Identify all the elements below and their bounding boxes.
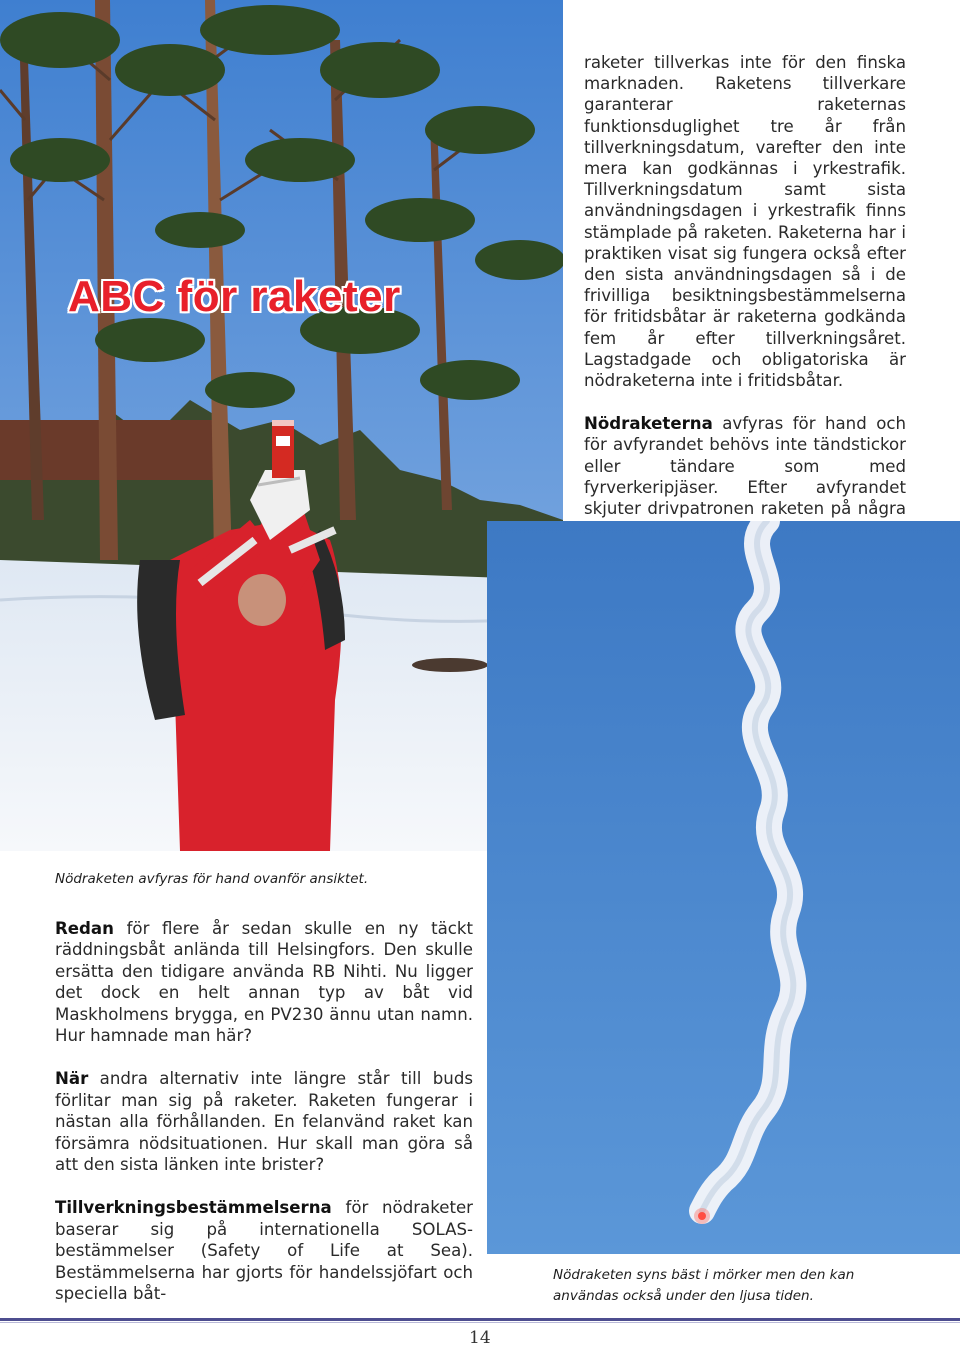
lead-word-tillverkningsbestammelserna: Tillverkningsbestämmelserna bbox=[55, 1198, 332, 1218]
left-column-text bbox=[55, 918, 473, 1327]
paragraph-alternatives-text: andra alternativ inte längre står till buds förlitar man sig på raketer. Raketen fungerar i nästan alla förhållanden. En felanvänd raket kan försämra nödsituationen. Hur skall man göra så att den sista länken inte brister? bbox=[55, 1069, 473, 1175]
lead-word-nodraketerna: Nödraketerna bbox=[584, 414, 713, 434]
smoke-trail-illustration bbox=[487, 521, 960, 1254]
flare-launch-illustration bbox=[0, 0, 563, 851]
paragraph-regulations bbox=[55, 1197, 473, 1304]
paragraph-rescue-boat bbox=[55, 918, 473, 1046]
page-number: 14 bbox=[469, 1328, 491, 1348]
photo-title: ABC för raketer bbox=[68, 272, 401, 321]
caption-smoke-trail: Nödraketen syns bäst i mörker men den kan användas också under den ljusa tiden. bbox=[553, 1267, 855, 1304]
footer-rule-line bbox=[0, 1318, 960, 1321]
paragraph-manufacturing: raketer tillverkas inte för den finska marknaden. Raketens tillverkare garanterar raketernas funktionsduglighet tre år från tillverkningsdatum, varefter den inte mera kan godkännas i yrkestrafik. Tillverkningsdatum samt sista användningsdagen i yrkestrafik finns stämplade på raketen. Raketerna har i praktiken visat sig fungera också efter den sista användningsdagen så i de frivilliga besiktningsbestämmelserna för fritidsbåtar är raketerna godkända fem år efter tillverkningsåret. Lagstadgade och obligatoriska är nödraketerna inte i fritidsbåtar. bbox=[584, 53, 906, 391]
paragraph-rescue-boat-text: för flere år sedan skulle en ny täckt räddningsbåt anlända till Helsingfors. Den skulle ersätta den tidigare använda RB Nihti. Nu ligger det dock en helt annan typ av båt vid Maskholmens brygga, en PV230 ännu utan namn. Hur hamnade man här? bbox=[55, 919, 473, 1046]
footer-rule bbox=[0, 1318, 960, 1326]
paragraph-alternatives bbox=[55, 1068, 473, 1175]
paragraph-regulations-text: för nödraketer baserar sig på internationella SOLAS-bestämmelser (Safety of Life at Sea). Bestämmelserna har gjorts för handelssjöfart och speciella båt- bbox=[55, 1198, 473, 1304]
photo-smoke-trail bbox=[487, 521, 960, 1254]
lead-word-redan: Redan bbox=[55, 919, 114, 938]
paragraph-firing-text: avfyras för hand och för avfyrandet behövs inte tändstickor eller tändare som med fyrverkeripjäser. Efter avfyrandet skjuter drivpatronen raketen på några bbox=[584, 414, 906, 519]
caption-flare-launch: Nödraketen avfyras för hand ovanför ansiktet. bbox=[55, 871, 369, 887]
footer-rule-thin-line bbox=[0, 1322, 960, 1323]
photo-flare-launch bbox=[0, 0, 563, 851]
lead-word-nar: När bbox=[55, 1069, 89, 1089]
right-column-text bbox=[584, 52, 906, 562]
